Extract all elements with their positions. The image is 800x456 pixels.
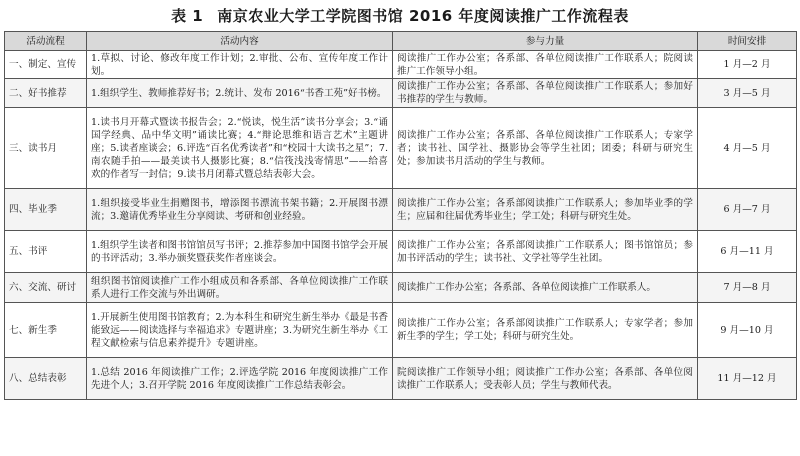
row-time: 9 月—10 月 — [698, 303, 797, 358]
row-content: 1.开展新生使用图书馆教育；2.为本科生和研究生新生举办《最是书香能致远——阅读选择与幸福追求》专题讲座；3.为研究生新生举办《工程文献检索与信息素养提升》专题讲座。 — [87, 303, 393, 358]
table-row — [5, 303, 797, 358]
table-header-row — [5, 32, 797, 51]
row-time: 6 月—11 月 — [698, 231, 797, 273]
table-caption — [0, 5, 800, 26]
header-time: 时间安排 — [698, 32, 797, 51]
row-stage: 三、读书月 — [5, 108, 87, 189]
row-stage: 四、毕业季 — [5, 189, 87, 231]
row-party: 阅读推广工作办公室；各系部、各单位阅读推广工作联系人；参加好书推荐的学生与教师。 — [393, 79, 698, 108]
row-stage: 二、好书推荐 — [5, 79, 87, 108]
row-stage: 六、交流、研讨 — [5, 273, 87, 303]
row-time: 1 月—2 月 — [698, 51, 797, 79]
row-content: 组织图书馆阅读推广工作小组成员和各系部、各单位阅读推广工作联系人进行工作交流与外出调研。 — [87, 273, 393, 303]
row-content: 1.组织学生、教师推荐好书；2.统计、发布 2016“书香工苑”好书榜。 — [87, 79, 393, 108]
row-content: 1.总结 2016 年阅读推广工作；2.评选学院 2016 年度阅读推广工作先进个人；3.召开学院 2016 年度阅读推广工作总结表彰会。 — [87, 358, 393, 400]
row-time: 7 月—8 月 — [698, 273, 797, 303]
table-row — [5, 108, 797, 189]
row-time: 6 月—7 月 — [698, 189, 797, 231]
row-stage: 八、总结表彰 — [5, 358, 87, 400]
table-title: 南京农业大学工学院图书馆 2016 年度阅读推广工作流程表 — [217, 7, 629, 25]
workflow-table — [4, 31, 797, 400]
row-time: 11 月—12 月 — [698, 358, 797, 400]
header-content: 活动内容 — [87, 32, 393, 51]
table-row — [5, 51, 797, 79]
row-content: 1.草拟、讨论、修改年度工作计划；2.审批、公布、宣传年度工作计划。 — [87, 51, 393, 79]
row-stage: 一、制定、宣传 — [5, 51, 87, 79]
row-time: 3 月—5 月 — [698, 79, 797, 108]
row-party: 院阅读推广工作领导小组；阅读推广工作办公室；各系部、各单位阅读推广工作联系人；受表彰人员；学生与教师代表。 — [393, 358, 698, 400]
row-party: 阅读推广工作办公室；各系部、各单位阅读推广工作联系人；院阅读推广工作领导小组。 — [393, 51, 698, 79]
table-number: 表 1 — [171, 7, 204, 25]
table-row — [5, 79, 797, 108]
header-stage: 活动流程 — [5, 32, 87, 51]
row-content: 1.组织接受毕业生捐赠图书，增添图书漂流书架书籍；2.开展图书漂流；3.邀请优秀毕业生分享阅读、考研和创业经验。 — [87, 189, 393, 231]
row-time: 4 月—5 月 — [698, 108, 797, 189]
table-row — [5, 189, 797, 231]
row-stage: 七、新生季 — [5, 303, 87, 358]
header-party: 参与力量 — [393, 32, 698, 51]
row-content: 1.组织学生读者和图书馆馆员写书评；2.推荐参加中国图书馆学会开展的书评活动；3.举办颁奖暨获奖作者座谈会。 — [87, 231, 393, 273]
row-party: 阅读推广工作办公室；各系部阅读推广工作联系人；图书馆馆员；参加书评活动的学生；读书社、文学社等学生社团。 — [393, 231, 698, 273]
table-row — [5, 231, 797, 273]
row-party: 阅读推广工作办公室；各系部、各单位阅读推广工作联系人；专家学者；读书社、国学社、摄影协会等学生社团；团委；科研与研究生处；参加读书月活动的学生与教师。 — [393, 108, 698, 189]
table-row — [5, 273, 797, 303]
row-stage: 五、书评 — [5, 231, 87, 273]
table-row — [5, 358, 797, 400]
row-content: 1.读书月开幕式暨读书报告会；2.“悦读，悦生活”读书分享会；3.“诵国学经典、品中华文明”诵读比赛；4.“辩论思维和语言艺术”主题讲座；5.读者座谈会；6.评选“百名优秀读者”和“校园十大读书之星”；7.南农随手拍——最美读书人摄影比赛；8.“信筏浅浅寄情思”——给喜欢的作者写一封信；9.读书月闭幕式暨总结表彰大会。 — [87, 108, 393, 189]
row-party: 阅读推广工作办公室；各系部、各单位阅读推广工作联系人。 — [393, 273, 698, 303]
row-party: 阅读推广工作办公室；各系部阅读推广工作联系人；专家学者；参加新生季的学生；学工处；科研与研究生处。 — [393, 303, 698, 358]
row-party: 阅读推广工作办公室；各系部阅读推广工作联系人；参加毕业季的学生；应届和往届优秀毕业生；学工处；科研与研究生处。 — [393, 189, 698, 231]
